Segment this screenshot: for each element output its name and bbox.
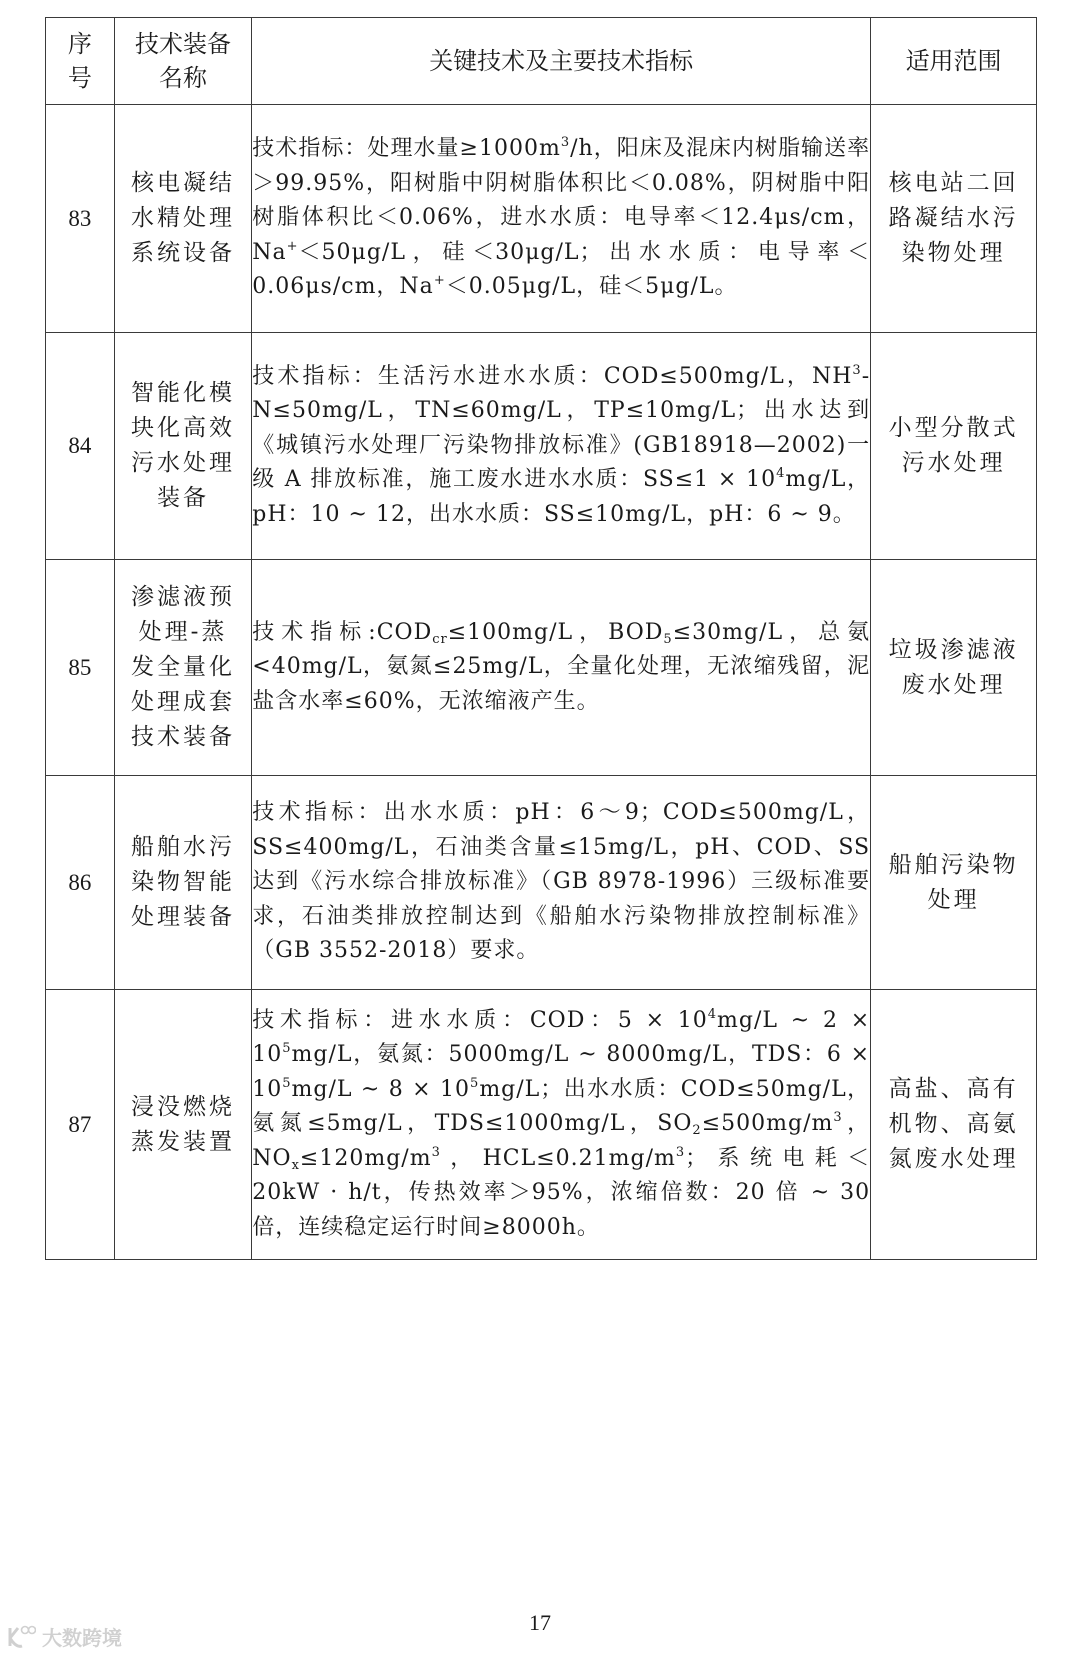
application-scope: 船舶污染物 处理 <box>871 776 1037 990</box>
header-key-tech: 关键技术及主要技术指标 <box>252 18 871 105</box>
application-scope: 高盐、高有 机物、高氨 氮废水处理 <box>871 990 1037 1260</box>
table-header-row <box>46 18 1037 105</box>
page-number: 17 <box>529 1610 551 1635</box>
header-serial-number: 序 号 <box>46 18 115 105</box>
table-row <box>46 990 1037 1260</box>
serial-number: 83 <box>46 105 115 333</box>
header-scope: 适用范围 <box>871 18 1037 105</box>
serial-number: 86 <box>46 776 115 990</box>
tech-spec: 技术指标$:COD_{cr}\le 100mg/L$，$BOD_5\le 30mg/L$，总氨<40mg/L，氨氮≤25mg/L，全量化处理，无浓缩残留，泥盐含水率≤60%，无浓缩液产生。 <box>252 560 871 776</box>
table-row <box>46 560 1037 776</box>
tech-spec: 技术指标：生活污水进水水质：COD≤500mg/L，$NH^3-N\le 50mg/L$，TN≤60mg/L，TP≤10mg/L；出水达到《城镇污水处理厂污染物排放标准》(GB18918—2002)一级 A 排放标准，施工废水进水水质：$SS\le 1 \times 10^4mg/L$，pH：10 ~ 12，出水水质：SS≤10mg/L，pH：6 ~ 9。 <box>252 333 871 560</box>
table-row <box>46 776 1037 990</box>
table-row <box>46 105 1037 333</box>
application-scope: 小型分散式 污水处理 <box>871 333 1037 560</box>
serial-number: 87 <box>46 990 115 1260</box>
tech-spec: 技术指标：处理水量$\ge 1000m^3/h$，阳床及混床内树脂输送率＞99.95%，阳树脂中阴树脂体积比＜0.08%，阴树脂中阳树脂体积比＜0.06%，进水水质：电导率＜12.4μs/cm，Na+＜50μg/L，硅＜30μg/L；出水水质：电导率＜0.06μs/cm，Na+＜0.05μg/L，硅＜5μg/L。 <box>252 105 871 333</box>
application-scope: 核电站二回 路凝结水污 染物处理 <box>871 105 1037 333</box>
equipment-name: 核电凝结 水精处理 系统设备 <box>114 105 252 333</box>
equipment-name: 浸没燃烧 蒸发装置 <box>114 990 252 1260</box>
tech-spec: 技术指标：进水水质：COD：$5 \times 10^4mg/L$ ~ $2 \times 10^5mg/L$，氨氮：5000mg/L ~ 8000mg/L，TDS：$6 \times 10^5mg/L$ ~ $8 \times 10^5mg/L$；出水水质：COD≤50mg/L，氨氮≤5mg/L，TDS≤1000mg/L，$SO_2\le 500mg/m^3$，$NO_x\le 120mg/m^3$，$HCL\le 0.21mg/m^3$；系统电耗＜20kW · h/t，传热效率＞95%，浓缩倍数：20 倍 ~ 30 倍，连续稳定运行时间≥8000h。 <box>252 990 871 1260</box>
equipment-name: 智能化模 块化高效 污水处理 装备 <box>114 333 252 560</box>
watermark-text: 大数跨境 <box>42 1626 122 1650</box>
equipment-name: 船舶水污 染物智能 处理装备 <box>114 776 252 990</box>
equipment-name: 渗滤液预 处理-蒸 发全量化 处理成套 技术装备 <box>114 560 252 776</box>
table-row <box>46 333 1037 560</box>
serial-number: 85 <box>46 560 115 776</box>
serial-number: 84 <box>46 333 115 560</box>
application-scope: 垃圾渗滤液 废水处理 <box>871 560 1037 776</box>
header-equipment-name: 技术装备 名称 <box>114 18 252 105</box>
tech-spec: 技术指标：出水水质：pH：6～9；COD≤500mg/L，SS≤400mg/L，石油类含量≤15mg/L，pH、COD、SS达到《污水综合排放标准》（GB 8978-1996）三级标准要求，石油类排放控制达到《船舶水污染物排放控制标准》（GB 3552-2018）要求。 <box>252 776 871 990</box>
equipment-spec-table <box>45 17 1037 1260</box>
